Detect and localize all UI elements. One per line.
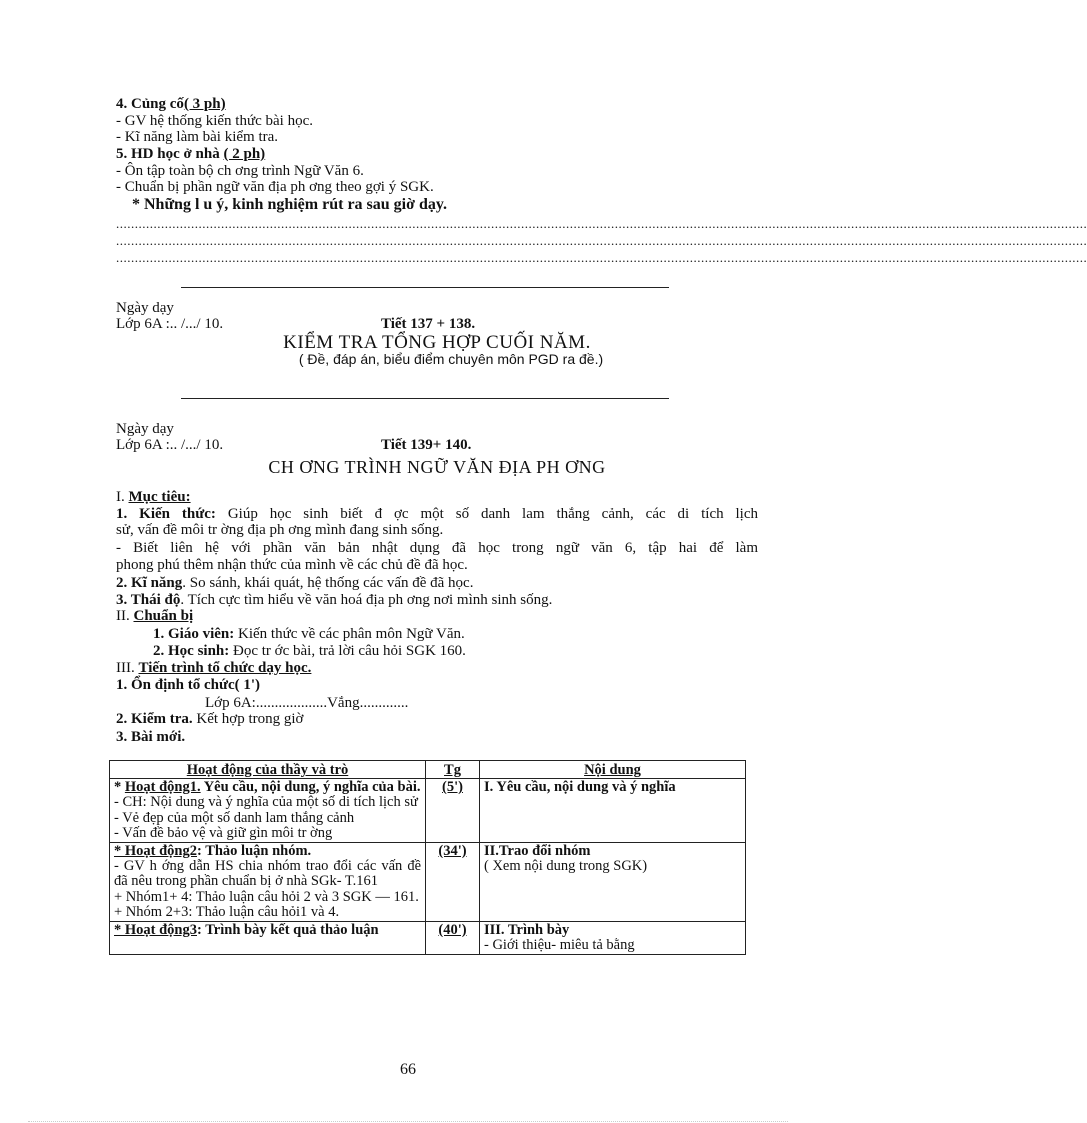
lop-label: Lớp 6A :.. /.../ 10. <box>116 437 224 453</box>
tien-trinh-heading: III. Tiến trình tổ chức dạy học. <box>116 660 312 676</box>
dotted-line: ................................................................................................................................................................................................................................................................... <box>116 216 1087 231</box>
lesson-title: KIỂM TRA TỔNG HỢP CUỐI NĂM. <box>283 332 591 353</box>
hoc-sinh-line: 2. Học sinh: Đọc tr ớc bài, trả lời câu hỏi SGK 160. <box>153 643 466 659</box>
section5-item: - Ôn tập toàn bộ ch ơng trình Ngữ Văn 6. <box>116 163 364 179</box>
activity-cell <box>110 779 426 843</box>
table-row <box>110 843 746 922</box>
activity-line: - Vấn đề bảo vệ và giữ gìn môi tr ờng <box>114 824 333 841</box>
time-cell: (5') <box>426 779 480 843</box>
lien-he-line: - Biết liên hệ với phần văn bản nhật dụng đã học trong ngữ văn 6, tập hai để làm <box>116 540 758 556</box>
ngay-day-label: Ngày dạy <box>116 421 174 437</box>
table-header: Hoạt động của thầy và trò <box>110 761 426 779</box>
activity-line: - CH: Nội dung và ý nghĩa của một số di tích lịch sử <box>114 794 418 811</box>
content-text: - Giới thiệu- miêu tả bằng <box>484 937 635 954</box>
lesson-subtitle: ( Đề, đáp án, biểu điểm chuyên môn PGD ra đề.) <box>298 351 604 367</box>
activity-title: * Hoạt động2: Thảo luận nhóm. <box>114 843 312 860</box>
kien-thuc-line: sử, vấn đề môi tr ờng địa ph ơng mình đang sinh sống. <box>116 522 444 538</box>
content-cell <box>480 922 746 955</box>
ki-nang-line: 2. Kĩ năng. So sánh, khái quát, hệ thống các vấn đề đã học. <box>116 575 474 591</box>
ngay-day-label: Ngày dạy <box>116 300 174 316</box>
bai-moi-line: 3. Bài mới. <box>116 729 186 745</box>
notes-heading: * Những l u ý, kinh nghiệm rút ra sau giờ dạy. <box>132 196 447 213</box>
tiet-label: Tiết 137 + 138. <box>381 316 476 332</box>
page-number: 66 <box>400 1061 416 1078</box>
section5-item: - Chuẩn bị phần ngữ văn địa ph ơng theo gợi ý SGK. <box>116 179 434 195</box>
muc-tieu-heading: I. Mục tiêu: <box>116 489 191 505</box>
kien-thuc-line: 1. Kiến thức: Giúp học sinh biết đ ợc một số danh lam thắng cảnh, các di tích lịch <box>116 506 759 522</box>
content-title: II.Trao đổi nhóm <box>484 843 591 860</box>
giao-vien-line: 1. Giáo viên: Kiến thức về các phân môn Ngữ Văn. <box>153 626 465 642</box>
activity-table <box>109 760 746 955</box>
lien-he-line: phong phú thêm nhận thức của mình về các chủ đề đã học. <box>116 557 468 573</box>
table-row <box>110 922 746 955</box>
page-bottom-edge <box>28 1121 788 1122</box>
kiem-tra-line: 2. Kiểm tra. Kết hợp trong giờ <box>116 711 304 727</box>
table-header-row <box>110 761 746 779</box>
activity-title: * Hoạt động1. Yêu cầu, nội dung, ý nghĩa của bài. <box>114 779 421 796</box>
content-cell <box>480 843 746 922</box>
separator-rule <box>181 398 669 399</box>
activity-line: - GV h ớng dẫn HS chia nhóm trao đổi các vấn đề đã nêu trong phần chuẩn bị ở nhà SGk- T.161 <box>114 858 421 890</box>
table-header: Nội dung <box>480 761 746 779</box>
content-note: ( Xem nội dung trong SGK) <box>484 858 648 875</box>
activity-cell <box>110 922 426 955</box>
table-row <box>110 779 746 843</box>
section4-heading: 4. Củng cố( 3 ph) <box>116 96 226 112</box>
activity-line: + Nhóm1+ 4: Thảo luận câu hỏi 2 và 3 SGK — 161. <box>114 888 419 905</box>
activity-line: + Nhóm 2+3: Thảo luận câu hỏi1 và 4. <box>114 903 340 920</box>
lop-label: Lớp 6A :.. /.../ 10. <box>116 316 224 332</box>
activity-line: - Vẻ đẹp của một số danh lam thắng cảnh <box>114 809 355 826</box>
dotted-line: ................................................................................................................................................................................................................................................................... <box>116 250 1087 265</box>
section5-heading: 5. HD học ở nhà ( 2 ph) <box>116 146 266 162</box>
tiet-label: Tiết 139+ 140. <box>381 437 472 453</box>
lesson-title: CH ƠNG TRÌNH NGỮ VĂN ĐỊA PH ƠNG <box>268 457 606 477</box>
time-cell: (40') <box>426 922 480 955</box>
section4-item: - GV hệ thống kiến thức bài học. <box>116 113 313 129</box>
activity-cell <box>110 843 426 922</box>
on-dinh-line: 1. Ổn định tổ chức( 1') <box>116 677 261 693</box>
separator-rule <box>181 287 669 288</box>
chuan-bi-heading: II. Chuẩn bị <box>116 608 194 624</box>
content-title: III. Trình bày <box>484 922 570 939</box>
table-header: Tg <box>426 761 480 779</box>
section4-item: - Kĩ năng làm bài kiểm tra. <box>116 129 279 145</box>
time-cell: (34') <box>426 843 480 922</box>
activity-title: * Hoạt động3: Trình bày kết quả thảo luận <box>114 922 379 939</box>
thai-do-line: 3. Thái độ. Tích cực tìm hiểu về văn hoá địa ph ơng nơi mình sinh sống. <box>116 592 553 608</box>
lop-vang-line: Lớp 6A:...................Vắng............. <box>205 695 409 711</box>
content-cell: I. Yêu cầu, nội dung và ý nghĩa <box>480 779 746 843</box>
dotted-line: ................................................................................................................................................................................................................................................................... <box>116 233 1087 248</box>
